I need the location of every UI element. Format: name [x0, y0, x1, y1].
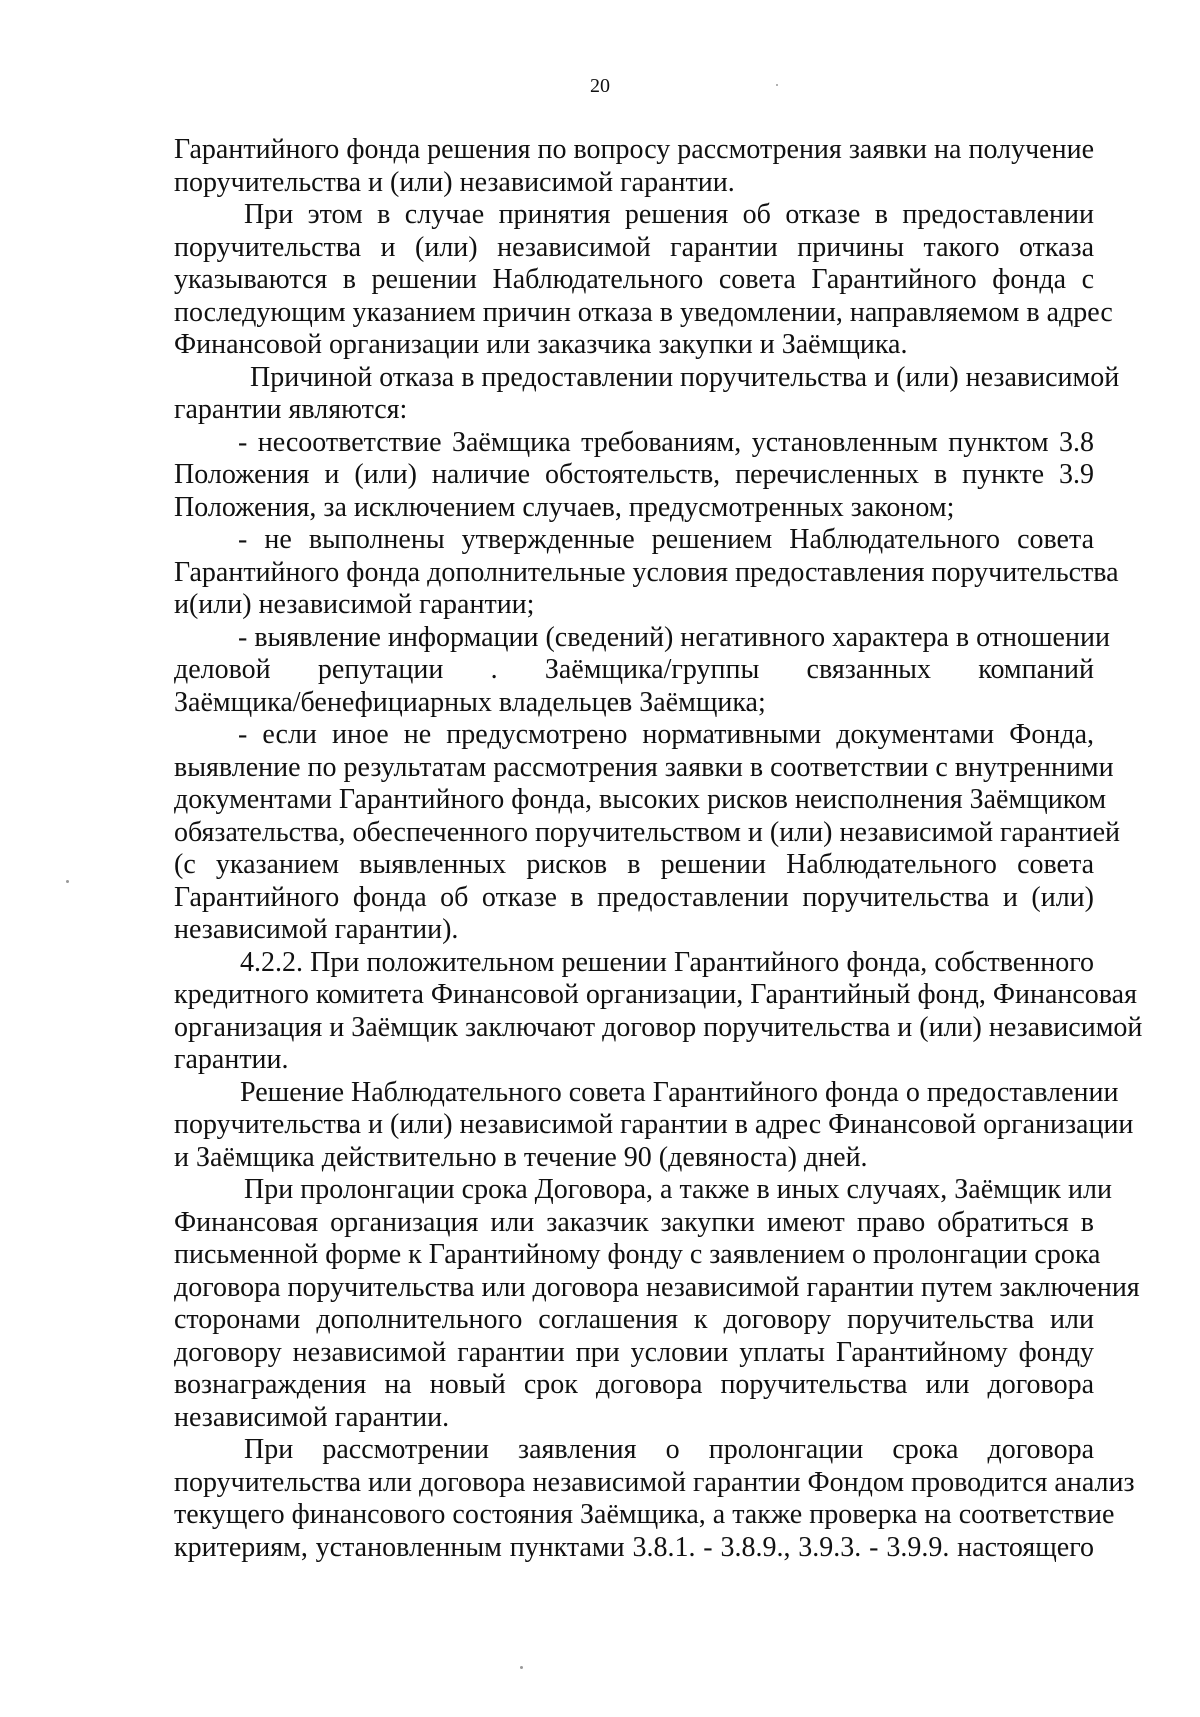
- text-line: Решение Наблюдательного совета Гарантийного фонда о предоставлении: [240, 1076, 1119, 1108]
- text-line: гарантии.: [174, 1044, 289, 1075]
- text-line: договора поручительства или договора независимой гарантии путем заключения: [174, 1271, 1140, 1303]
- text-line: Положения и (или) наличие обстоятельств, перечисленных в пункте 3.9: [174, 459, 1094, 490]
- text-line: гарантии являются:: [174, 394, 408, 425]
- text-line: При этом в случае принятия решения об отказе в предоставлении: [244, 199, 1094, 230]
- text-line: Гарантийного фонда решения по вопросу рассмотрения заявки на получение: [174, 134, 1094, 165]
- text-line: - выявление информации (сведений) негативного характера в отношении: [238, 621, 1110, 653]
- scan-speck: [520, 1666, 523, 1669]
- text-line: обязательства, обеспеченного поручительством и (или) независимой гарантией: [174, 816, 1121, 848]
- text-line: Положения, за исключением случаев, предусмотренных законом;: [174, 491, 955, 523]
- text-line: поручительства и (или) независимой гарантии причины такого отказа: [174, 231, 1094, 263]
- document-body: [174, 134, 1143, 1564]
- scan-speck: [776, 84, 778, 86]
- text-line: - несоответствие Заёмщика требованиям, установленным пунктом 3.8: [238, 426, 1094, 458]
- text-line: (с указанием выявленных рисков в решении Наблюдательного совета: [174, 849, 1094, 880]
- text-line: Финансовая организация или заказчик закупки имеют право обратиться в: [174, 1206, 1094, 1238]
- text-line: независимой гарантии).: [174, 914, 459, 945]
- text-line: поручительства и (или) независимой гарантии в адрес Финансовой организации: [174, 1109, 1134, 1140]
- text-line: вознаграждения на новый срок договора поручительства или договора: [174, 1369, 1094, 1400]
- text-line: текущего финансового состояния Заёмщика, а также проверка на соответствие: [174, 1499, 1115, 1530]
- text-line: 4.2.2. При положительном решении Гарантийного фонда, собственного: [240, 946, 1094, 978]
- text-line: поручительства или договора независимой гарантии Фондом проводится анализ: [174, 1466, 1135, 1498]
- text-line: указываются в решении Наблюдательного совета Гарантийного фонда с: [174, 264, 1094, 295]
- text-line: письменной форме к Гарантийному фонду с заявлением о пролонгации срока: [174, 1239, 1101, 1270]
- text-line: критериям, установленным пунктами 3.8.1. - 3.8.9., 3.9.3. - 3.9.9. настоящего: [174, 1531, 1094, 1563]
- text-line: - не выполнены утвержденные решением Наблюдательного совета: [238, 524, 1094, 555]
- text-line: Финансовой организации или заказчика закупки и Заёмщика.: [174, 329, 908, 360]
- text-line: документами Гарантийного фонда, высоких рисков неисполнения Заёмщиком: [174, 784, 1107, 815]
- text-line: Гарантийного фонда дополнительные условия предоставления поручительства: [174, 556, 1119, 588]
- text-line: и Заёмщика действительно в течение 90 (девяноста) дней.: [174, 1141, 868, 1173]
- text-line: При рассмотрении заявления о пролонгации срока договора: [244, 1434, 1094, 1465]
- text-line: кредитного комитета Финансовой организации, Гарантийный фонд, Финансовая: [174, 979, 1137, 1010]
- text-line: и(или) независимой гарантии;: [174, 589, 535, 620]
- text-line: последующим указанием причин отказа в уведомлении, направляемом в адрес: [174, 296, 1113, 328]
- page-number: 20: [590, 75, 610, 97]
- scan-speck: [66, 880, 69, 883]
- text-line: организация и Заёмщик заключают договор поручительства и (или) независимой: [174, 1011, 1143, 1043]
- text-line: договору независимой гарантии при условии уплаты Гарантийному фонду: [174, 1336, 1094, 1368]
- text-line: независимой гарантии.: [174, 1401, 450, 1433]
- text-line: поручительства и (или) независимой гарантии.: [174, 166, 735, 198]
- text-line: Причиной отказа в предоставлении поручительства и (или) независимой: [250, 361, 1120, 393]
- text-line: сторонами дополнительного соглашения к договору поручительства или: [174, 1304, 1094, 1335]
- text-line: выявление по результатам рассмотрения заявки в соответствии с внутренними: [174, 751, 1114, 783]
- text-line: Гарантийного фонда об отказе в предоставлении поручительства и (или): [174, 881, 1094, 913]
- text-line: деловой репутации . Заёмщика/группы связанных компаний: [174, 654, 1094, 685]
- text-line: При пролонгации срока Договора, а также в иных случаях, Заёмщик или: [244, 1174, 1112, 1205]
- text-line: - если иное не предусмотрено нормативными документами Фонда,: [238, 719, 1094, 750]
- text-line: Заёмщика/бенефициарных владельцев Заёмщика;: [174, 686, 766, 718]
